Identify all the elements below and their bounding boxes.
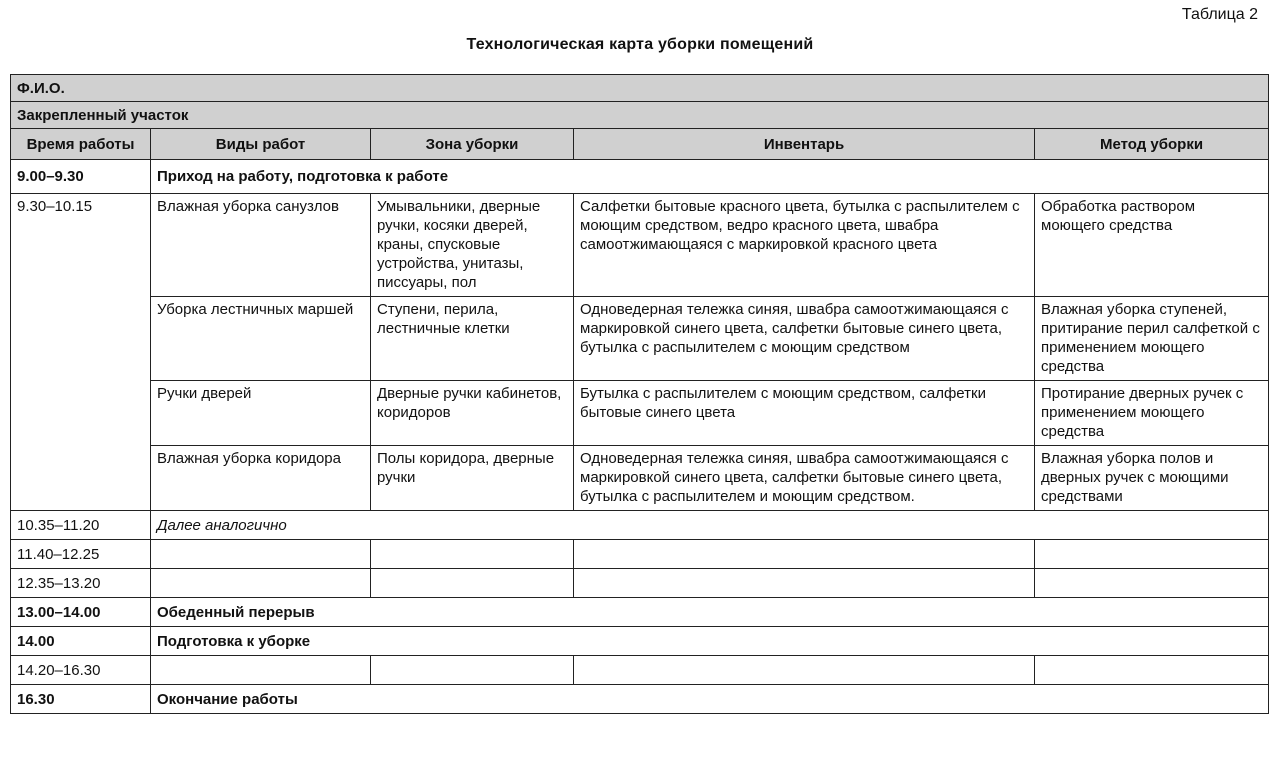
method-cell: Влажная уборка ступеней, притирание перил салфеткой с применением моющего средства: [1035, 297, 1269, 381]
time-cell: 12.35–13.20: [11, 569, 151, 598]
table-row: [11, 194, 1269, 297]
zone-cell: Умывальники, дверные ручки, косяки дверей, краны, спусковые устройства, унитазы, писсуары, пол: [371, 194, 574, 297]
time-cell: 9.30–10.15: [11, 194, 151, 511]
time-cell: 14.00: [11, 627, 151, 656]
table-row: [11, 511, 1269, 540]
cleaning-schedule-table: [10, 74, 1269, 714]
table-row: [11, 540, 1269, 569]
activity-cell: Окончание работы: [151, 685, 1269, 714]
table-row: [11, 446, 1269, 511]
inventory-cell: Бутылка с распылителем с моющим средством, салфетки бытовые синего цвета: [574, 381, 1035, 446]
time-cell: 9.00–9.30: [11, 160, 151, 194]
inventory-cell: Одноведерная тележка синяя, швабра самоотжимающаяся с маркировкой синего цвета, салфетки бытовые синего цвета, бутылка с распылителем и моющим средством.: [574, 446, 1035, 511]
zone-cell: Ступени, перила, лестничные клетки: [371, 297, 574, 381]
activity-cell: Обеденный перерыв: [151, 598, 1269, 627]
column-header-method: Метод уборки: [1035, 129, 1269, 160]
empty-cell: [1035, 569, 1269, 598]
activity-cell: Подготовка к уборке: [151, 627, 1269, 656]
time-cell: 11.40–12.25: [11, 540, 151, 569]
table-row: [11, 598, 1269, 627]
zone-cell: Дверные ручки кабинетов, коридоров: [371, 381, 574, 446]
work-type-cell: Влажная уборка коридора: [151, 446, 371, 511]
table-row: [11, 569, 1269, 598]
assigned-area-label: Закрепленный участок: [11, 102, 1269, 129]
method-cell: Влажная уборка полов и дверных ручек с моющими средствами: [1035, 446, 1269, 511]
inventory-cell: Одноведерная тележка синяя, швабра самоотжимающаяся с маркировкой синего цвета, салфетки бытовые синего цвета, бутылка с распылителем с моющим средством: [574, 297, 1035, 381]
table-row: [11, 160, 1269, 194]
table-row: [11, 656, 1269, 685]
time-cell: 14.20–16.30: [11, 656, 151, 685]
empty-cell: [151, 540, 371, 569]
document-title: Технологическая карта уборки помещений: [466, 36, 814, 53]
column-header-work-type: Виды работ: [151, 129, 371, 160]
empty-cell: [574, 569, 1035, 598]
inventory-cell: Салфетки бытовые красного цвета, бутылка с распылителем с моющим средством, ведро красного цвета, швабра самоотжимающаяся с маркировкой красного цвета: [574, 194, 1035, 297]
time-cell: 16.30: [11, 685, 151, 714]
time-cell: 13.00–14.00: [11, 598, 151, 627]
column-header-zone: Зона уборки: [371, 129, 574, 160]
column-header-time: Время работы: [11, 129, 151, 160]
work-type-cell: Влажная уборка санузлов: [151, 194, 371, 297]
column-header-inventory: Инвентарь: [574, 129, 1035, 160]
empty-cell: [1035, 656, 1269, 685]
table-row: [11, 297, 1269, 381]
empty-cell: [371, 540, 574, 569]
activity-cell: Приход на работу, подготовка к работе: [151, 160, 1269, 194]
table-row: [11, 627, 1269, 656]
empty-cell: [151, 569, 371, 598]
work-type-cell: Уборка лестничных маршей: [151, 297, 371, 381]
note-cell: Далее аналогично: [151, 511, 1269, 540]
assigned-area-row: [11, 102, 1269, 129]
empty-cell: [151, 656, 371, 685]
fio-row: [11, 75, 1269, 102]
method-cell: Протирание дверных ручек с применением моющего средства: [1035, 381, 1269, 446]
table-row: [11, 381, 1269, 446]
empty-cell: [371, 569, 574, 598]
empty-cell: [371, 656, 574, 685]
empty-cell: [1035, 540, 1269, 569]
table-number-label: Таблица 2: [1181, 6, 1258, 23]
method-cell: Обработка раствором моющего средства: [1035, 194, 1269, 297]
column-header-row: [11, 129, 1269, 160]
zone-cell: Полы коридора, дверные ручки: [371, 446, 574, 511]
time-cell: 10.35–11.20: [11, 511, 151, 540]
empty-cell: [574, 540, 1035, 569]
work-type-cell: Ручки дверей: [151, 381, 371, 446]
empty-cell: [574, 656, 1035, 685]
fio-label: Ф.И.О.: [11, 75, 1269, 102]
table-row: [11, 685, 1269, 714]
